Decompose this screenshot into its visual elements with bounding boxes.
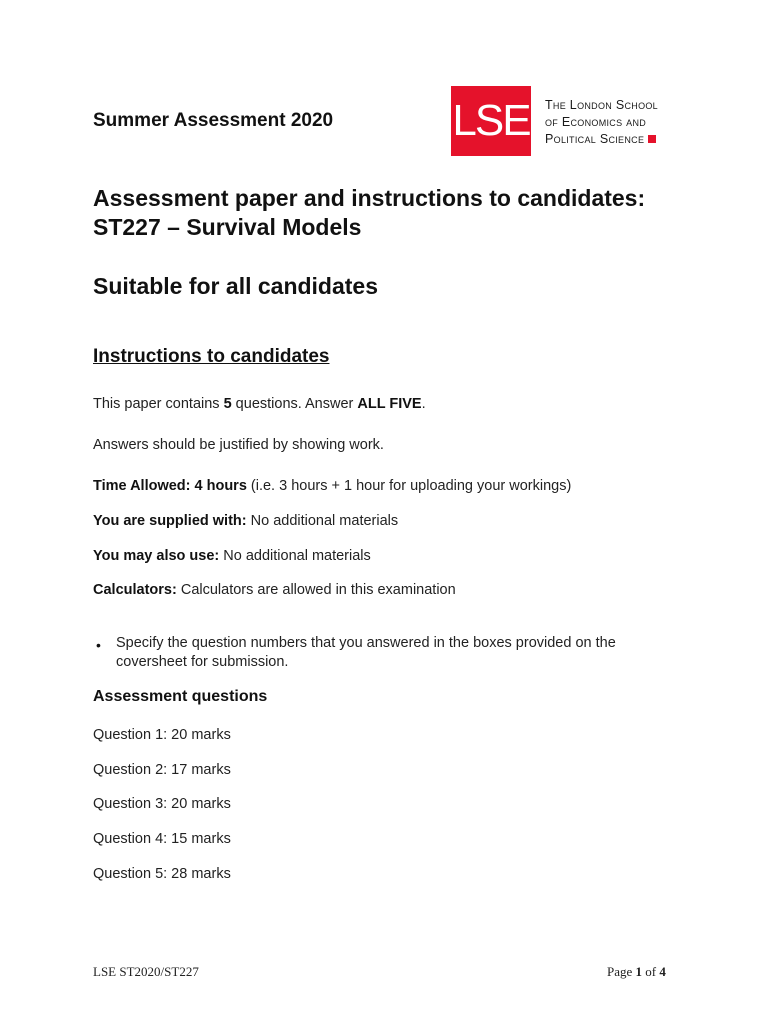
question-marks-item: Question 3: 20 marks <box>93 796 231 812</box>
of-word: of <box>642 964 660 979</box>
logo-line-2: of Economics and <box>545 115 647 129</box>
contains-all: ALL FIVE <box>357 396 422 412</box>
bullet-icon: • <box>96 637 101 653</box>
calc-value: Calculators are allowed in this examination <box>176 582 456 598</box>
lse-logo-wordmark <box>545 97 658 148</box>
time-allowed-text <box>93 478 571 494</box>
page-num: 1 <box>635 964 643 979</box>
contains-post: . <box>421 396 426 412</box>
paper-title-line-1: Assessment paper and instructions to candidates: <box>93 185 646 211</box>
lse-logo-mark: LSE <box>451 86 531 156</box>
paper-contains-text <box>93 396 426 412</box>
time-label: Time Allowed: 4 hours <box>93 478 247 494</box>
assessment-questions-heading: Assessment questions <box>93 688 268 705</box>
contains-pre: This paper contains <box>93 396 224 412</box>
calc-label: Calculators: <box>93 582 177 598</box>
paper-title <box>93 184 645 242</box>
justified-text: Answers should be justified by showing work. <box>93 437 384 453</box>
instructions-heading: Instructions to candidates <box>93 346 330 367</box>
footer-course-code: LSE ST2020/ST227 <box>93 964 199 979</box>
submission-instruction: Specify the question numbers that you answered in the boxes provided on the coversheet for submission. <box>116 635 616 670</box>
question-marks-item: Question 4: 15 marks <box>93 831 231 847</box>
supplied-with-text <box>93 513 398 529</box>
suitable-heading: Suitable for all candidates <box>93 273 379 299</box>
contains-num: 5 <box>223 396 232 412</box>
contains-mid: questions. Answer <box>231 396 358 412</box>
supplied-label: You are supplied with: <box>93 513 247 529</box>
page-word: Page <box>607 964 636 979</box>
logo-line-3-text: Political Science <box>545 132 645 146</box>
supplied-value: No additional materials <box>246 513 399 529</box>
question-marks-item: Question 1: 20 marks <box>93 727 231 743</box>
calculators-text <box>93 582 456 598</box>
may-also-use-text <box>93 548 371 564</box>
may-use-value: No additional materials <box>219 548 371 564</box>
summer-assessment-title: Summer Assessment 2020 <box>93 110 334 131</box>
footer-page-number <box>607 964 666 980</box>
question-marks-item: Question 2: 17 marks <box>93 762 231 778</box>
logo-line-3 <box>545 131 658 148</box>
logo-square-icon <box>648 135 656 143</box>
question-marks-item: Question 5: 28 marks <box>93 866 231 882</box>
may-use-label: You may also use: <box>93 548 220 564</box>
logo-line-1: The London School <box>545 98 658 112</box>
time-note: (i.e. 3 hours + 1 hour for uploading your workings) <box>246 478 572 494</box>
page-total: 4 <box>659 964 666 979</box>
paper-title-line-2: ST227 – Survival Models <box>93 214 362 240</box>
